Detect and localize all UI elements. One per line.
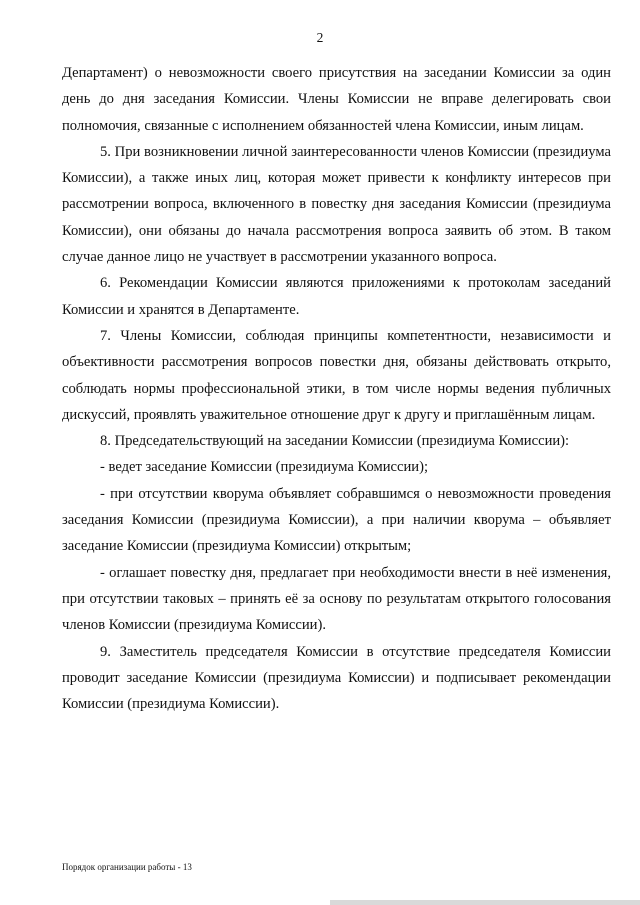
paragraph-item-5: 5. При возникновении личной заинтересованности членов Комиссии (президиума Комиссии), а также иных лиц, которая может привести к конфликту интересов при рассмотрении вопроса, включенного в повестку дня заседания Комиссии (президиума Комиссии), они обязаны до начала рассмотрения вопроса заявить об этом. В таком случае данное лицо не участвует в рассмотрении указанного вопроса. — [62, 143, 611, 266]
scan-edge-shadow — [330, 900, 640, 905]
paragraph-item-8: 8. Председательствующий на заседании Комиссии (президиума Комиссии): — [100, 433, 570, 450]
document-body — [62, 60, 611, 717]
paragraph-item-6: 6. Рекомендации Комиссии являются приложениями к протоколам заседаний Комиссии и хранятся в Департаменте. — [62, 275, 611, 318]
list-item-quorum: - при отсутствии кворума объявляет собравшимся о невозможности проведения заседания Комиссии (президиума Комиссии), а при наличии кворума – объявляет заседание Комиссии (президиума Комиссии) открытым; — [62, 485, 611, 555]
list-item-conduct: - ведет заседание Комиссии (президиума Комиссии); — [100, 459, 429, 476]
page-footer: Порядок организации работы - 13 — [62, 862, 192, 872]
page-number: 2 — [316, 30, 324, 45]
paragraph-continuation: Департамент) о невозможности своего присутствия на заседании Комиссии за один день до дня заседания Комиссии. Члены Комиссии не вправе делегировать свои полномочия, связанные с исполнением обязанностей члена Комиссии, иным лицам. — [62, 65, 611, 134]
list-item-agenda: - оглашает повестку дня, предлагает при необходимости внести в неё изменения, при отсутствии таковых – принять её за основу по результатам открытого голосования членов Комиссии (президиума Комиссии). — [62, 564, 611, 634]
paragraph-item-7: 7. Члены Комиссии, соблюдая принципы компетентности, независимости и объективности рассмотрения вопросов повестки дня, обязаны действовать открыто, соблюдать нормы профессиональной этики, в том числе нормы ведения публичных дискуссий, проявлять уважительное отношение друг к другу и приглашённым лицам. — [62, 327, 611, 423]
paragraph-item-9: 9. Заместитель председателя Комиссии в отсутствие председателя Комиссии проводит заседание Комиссии (президиума Комиссии) и подписывает рекомендации Комиссии (президиума Комиссии). — [62, 643, 611, 713]
